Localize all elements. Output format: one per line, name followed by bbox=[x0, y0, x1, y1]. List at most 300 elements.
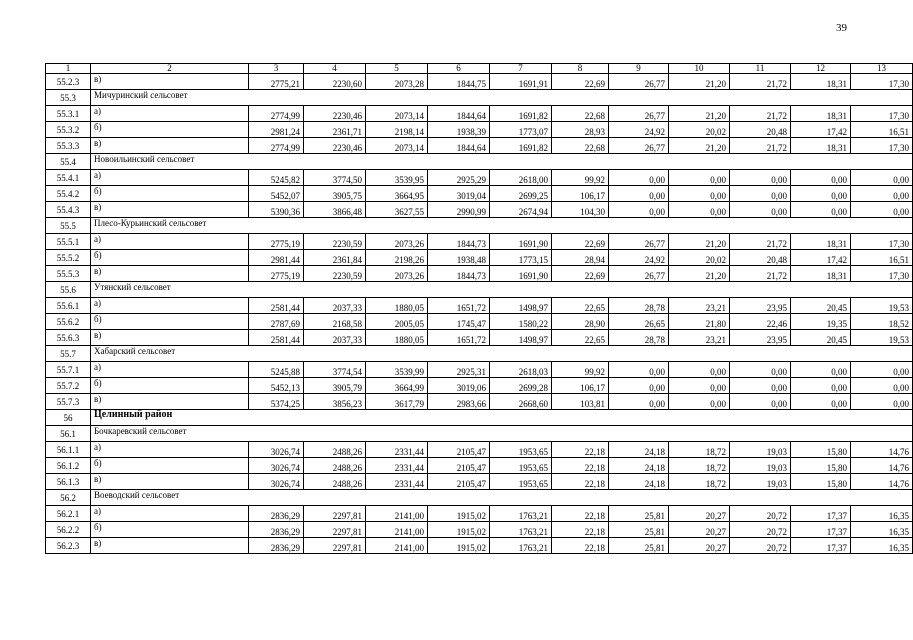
row-option: а) bbox=[91, 506, 249, 522]
value-cell: 1844,73 bbox=[428, 234, 490, 250]
group-filler bbox=[490, 410, 913, 426]
row-option: в) bbox=[91, 138, 249, 154]
row-code: 55.3.3 bbox=[46, 138, 91, 154]
row-code: 56.1 bbox=[46, 426, 91, 442]
value-cell: 0,00 bbox=[791, 394, 851, 410]
group-name: Утянский сельсовет bbox=[91, 282, 490, 298]
value-cell: 1773,07 bbox=[490, 122, 552, 138]
value-cell: 26,77 bbox=[609, 74, 669, 90]
value-cell: 17,30 bbox=[851, 106, 913, 122]
value-cell: 20,45 bbox=[791, 330, 851, 346]
value-cell: 2230,46 bbox=[304, 106, 366, 122]
header-row bbox=[46, 64, 913, 74]
value-cell: 1953,65 bbox=[490, 458, 552, 474]
value-cell: 26,65 bbox=[609, 314, 669, 330]
value-cell: 0,00 bbox=[791, 362, 851, 378]
value-cell: 2581,44 bbox=[249, 298, 304, 314]
value-cell: 17,30 bbox=[851, 74, 913, 90]
table-row bbox=[46, 378, 913, 394]
value-cell: 0,00 bbox=[669, 362, 730, 378]
value-cell: 19,03 bbox=[730, 458, 791, 474]
value-cell: 3774,50 bbox=[304, 170, 366, 186]
group-filler bbox=[490, 346, 913, 362]
value-cell: 22,18 bbox=[552, 474, 609, 490]
group-row bbox=[46, 282, 913, 298]
value-cell: 0,00 bbox=[669, 394, 730, 410]
value-cell: 17,30 bbox=[851, 234, 913, 250]
value-cell: 1745,47 bbox=[428, 314, 490, 330]
row-code: 55.4 bbox=[46, 154, 91, 170]
column-header: 3 bbox=[249, 64, 304, 74]
row-option: б) bbox=[91, 122, 249, 138]
tariff-table bbox=[45, 63, 913, 554]
value-cell: 3019,06 bbox=[428, 378, 490, 394]
group-name: Новоильинский сельсовет bbox=[91, 154, 490, 170]
row-code: 55.7 bbox=[46, 346, 91, 362]
table-row bbox=[46, 394, 913, 410]
value-cell: 22,46 bbox=[730, 314, 791, 330]
value-cell: 99,92 bbox=[552, 170, 609, 186]
group-row bbox=[46, 154, 913, 170]
value-cell: 21,72 bbox=[730, 138, 791, 154]
group-name: Воеводский сельсовет bbox=[91, 490, 490, 506]
value-cell: 1915,02 bbox=[428, 538, 490, 554]
row-code: 56.1.1 bbox=[46, 442, 91, 458]
table-row bbox=[46, 298, 913, 314]
group-name: Плесо-Курьинский сельсовет bbox=[91, 218, 490, 234]
value-cell: 20,27 bbox=[669, 538, 730, 554]
row-option: в) bbox=[91, 330, 249, 346]
value-cell: 1763,21 bbox=[490, 506, 552, 522]
value-cell: 0,00 bbox=[609, 202, 669, 218]
value-cell: 22,18 bbox=[552, 442, 609, 458]
value-cell: 28,93 bbox=[552, 122, 609, 138]
row-option: б) bbox=[91, 458, 249, 474]
group-name: Мичуринский сельсовет bbox=[91, 90, 490, 106]
value-cell: 0,00 bbox=[791, 202, 851, 218]
value-cell: 1691,90 bbox=[490, 266, 552, 282]
value-cell: 2297,81 bbox=[304, 522, 366, 538]
value-cell: 2925,29 bbox=[428, 170, 490, 186]
column-header: 11 bbox=[730, 64, 791, 74]
table-row bbox=[46, 106, 913, 122]
value-cell: 26,77 bbox=[609, 234, 669, 250]
row-code: 55.7.2 bbox=[46, 378, 91, 394]
value-cell: 21,72 bbox=[730, 74, 791, 90]
row-option: б) bbox=[91, 522, 249, 538]
column-header: 8 bbox=[552, 64, 609, 74]
value-cell: 5390,36 bbox=[249, 202, 304, 218]
value-cell: 2990,99 bbox=[428, 202, 490, 218]
row-option: а) bbox=[91, 234, 249, 250]
value-cell: 3539,95 bbox=[366, 170, 428, 186]
row-option: а) bbox=[91, 298, 249, 314]
value-cell: 25,81 bbox=[609, 506, 669, 522]
value-cell: 2105,47 bbox=[428, 474, 490, 490]
value-cell: 2981,44 bbox=[249, 250, 304, 266]
row-option: а) bbox=[91, 442, 249, 458]
value-cell: 21,72 bbox=[730, 106, 791, 122]
value-cell: 20,45 bbox=[791, 298, 851, 314]
value-cell: 19,03 bbox=[730, 474, 791, 490]
row-code: 56.2.1 bbox=[46, 506, 91, 522]
value-cell: 0,00 bbox=[851, 394, 913, 410]
value-cell: 18,31 bbox=[791, 234, 851, 250]
value-cell: 21,20 bbox=[669, 138, 730, 154]
value-cell: 2141,00 bbox=[366, 506, 428, 522]
value-cell: 26,77 bbox=[609, 138, 669, 154]
value-cell: 2331,44 bbox=[366, 442, 428, 458]
table-row bbox=[46, 442, 913, 458]
value-cell: 1844,75 bbox=[428, 74, 490, 90]
table-row bbox=[46, 458, 913, 474]
group-filler bbox=[490, 282, 913, 298]
value-cell: 2925,31 bbox=[428, 362, 490, 378]
value-cell: 2836,29 bbox=[249, 506, 304, 522]
value-cell: 0,00 bbox=[730, 202, 791, 218]
value-cell: 17,42 bbox=[791, 122, 851, 138]
value-cell: 1691,82 bbox=[490, 138, 552, 154]
value-cell: 22,65 bbox=[552, 298, 609, 314]
value-cell: 23,95 bbox=[730, 298, 791, 314]
value-cell: 1880,05 bbox=[366, 330, 428, 346]
page-number: 39 bbox=[836, 22, 847, 34]
value-cell: 3026,74 bbox=[249, 474, 304, 490]
value-cell: 3019,04 bbox=[428, 186, 490, 202]
value-cell: 0,00 bbox=[730, 170, 791, 186]
table-row bbox=[46, 202, 913, 218]
value-cell: 26,77 bbox=[609, 266, 669, 282]
value-cell: 28,78 bbox=[609, 330, 669, 346]
value-cell: 21,72 bbox=[730, 234, 791, 250]
row-option: б) bbox=[91, 186, 249, 202]
value-cell: 2073,28 bbox=[366, 74, 428, 90]
value-cell: 2668,60 bbox=[490, 394, 552, 410]
row-option: в) bbox=[91, 538, 249, 554]
row-code: 55.5.2 bbox=[46, 250, 91, 266]
value-cell: 1953,65 bbox=[490, 474, 552, 490]
column-header: 4 bbox=[304, 64, 366, 74]
value-cell: 20,48 bbox=[730, 250, 791, 266]
value-cell: 3627,55 bbox=[366, 202, 428, 218]
value-cell: 3905,79 bbox=[304, 378, 366, 394]
value-cell: 0,00 bbox=[851, 362, 913, 378]
value-cell: 24,18 bbox=[609, 474, 669, 490]
value-cell: 2073,26 bbox=[366, 234, 428, 250]
value-cell: 1938,39 bbox=[428, 122, 490, 138]
value-cell: 15,80 bbox=[791, 458, 851, 474]
value-cell: 0,00 bbox=[730, 378, 791, 394]
table-row bbox=[46, 186, 913, 202]
value-cell: 0,00 bbox=[609, 394, 669, 410]
table-row bbox=[46, 250, 913, 266]
value-cell: 1498,97 bbox=[490, 330, 552, 346]
table-row bbox=[46, 362, 913, 378]
column-header: 5 bbox=[366, 64, 428, 74]
value-cell: 23,21 bbox=[669, 298, 730, 314]
row-code: 55.3 bbox=[46, 90, 91, 106]
table-row bbox=[46, 522, 913, 538]
value-cell: 22,68 bbox=[552, 106, 609, 122]
value-cell: 2230,59 bbox=[304, 266, 366, 282]
value-cell: 18,72 bbox=[669, 442, 730, 458]
value-cell: 0,00 bbox=[791, 186, 851, 202]
value-cell: 3856,23 bbox=[304, 394, 366, 410]
group-row bbox=[46, 490, 913, 506]
value-cell: 17,37 bbox=[791, 522, 851, 538]
value-cell: 28,78 bbox=[609, 298, 669, 314]
value-cell: 1691,90 bbox=[490, 234, 552, 250]
group-row bbox=[46, 426, 913, 442]
value-cell: 18,31 bbox=[791, 138, 851, 154]
value-cell: 14,76 bbox=[851, 474, 913, 490]
column-header: 9 bbox=[609, 64, 669, 74]
group-name: Бочкаревский сельсовет bbox=[91, 426, 490, 442]
value-cell: 2037,33 bbox=[304, 330, 366, 346]
value-cell: 99,92 bbox=[552, 362, 609, 378]
value-cell: 20,27 bbox=[669, 522, 730, 538]
value-cell: 23,21 bbox=[669, 330, 730, 346]
value-cell: 16,51 bbox=[851, 122, 913, 138]
value-cell: 2581,44 bbox=[249, 330, 304, 346]
value-cell: 21,20 bbox=[669, 266, 730, 282]
row-code: 56.2.2 bbox=[46, 522, 91, 538]
value-cell: 1915,02 bbox=[428, 522, 490, 538]
value-cell: 2836,29 bbox=[249, 522, 304, 538]
value-cell: 2297,81 bbox=[304, 506, 366, 522]
value-cell: 18,31 bbox=[791, 266, 851, 282]
value-cell: 2361,84 bbox=[304, 250, 366, 266]
value-cell: 106,17 bbox=[552, 186, 609, 202]
value-cell: 22,68 bbox=[552, 138, 609, 154]
value-cell: 16,35 bbox=[851, 538, 913, 554]
value-cell: 1773,15 bbox=[490, 250, 552, 266]
value-cell: 18,31 bbox=[791, 74, 851, 90]
value-cell: 3866,48 bbox=[304, 202, 366, 218]
table-row bbox=[46, 138, 913, 154]
value-cell: 3664,99 bbox=[366, 378, 428, 394]
value-cell: 19,53 bbox=[851, 298, 913, 314]
row-option: а) bbox=[91, 170, 249, 186]
value-cell: 22,69 bbox=[552, 74, 609, 90]
row-code: 56 bbox=[46, 410, 91, 426]
value-cell: 2488,26 bbox=[304, 442, 366, 458]
value-cell: 17,42 bbox=[791, 250, 851, 266]
value-cell: 2674,94 bbox=[490, 202, 552, 218]
value-cell: 19,03 bbox=[730, 442, 791, 458]
value-cell: 20,72 bbox=[730, 538, 791, 554]
value-cell: 20,72 bbox=[730, 506, 791, 522]
table-row bbox=[46, 314, 913, 330]
row-code: 55.4.1 bbox=[46, 170, 91, 186]
value-cell: 2230,46 bbox=[304, 138, 366, 154]
value-cell: 14,76 bbox=[851, 458, 913, 474]
value-cell: 20,27 bbox=[669, 506, 730, 522]
value-cell: 1763,21 bbox=[490, 522, 552, 538]
value-cell: 23,95 bbox=[730, 330, 791, 346]
value-cell: 17,30 bbox=[851, 138, 913, 154]
value-cell: 2618,00 bbox=[490, 170, 552, 186]
value-cell: 17,30 bbox=[851, 266, 913, 282]
value-cell: 103,81 bbox=[552, 394, 609, 410]
row-code: 56.2.3 bbox=[46, 538, 91, 554]
value-cell: 2105,47 bbox=[428, 442, 490, 458]
value-cell: 2005,05 bbox=[366, 314, 428, 330]
value-cell: 3774,54 bbox=[304, 362, 366, 378]
value-cell: 5452,07 bbox=[249, 186, 304, 202]
row-code: 56.1.3 bbox=[46, 474, 91, 490]
row-code: 55.3.2 bbox=[46, 122, 91, 138]
column-header: 12 bbox=[791, 64, 851, 74]
column-header: 13 bbox=[851, 64, 913, 74]
value-cell: 3026,74 bbox=[249, 458, 304, 474]
table-row bbox=[46, 234, 913, 250]
value-cell: 1651,72 bbox=[428, 298, 490, 314]
value-cell: 1953,65 bbox=[490, 442, 552, 458]
row-code: 55.5.3 bbox=[46, 266, 91, 282]
table-row bbox=[46, 474, 913, 490]
value-cell: 15,80 bbox=[791, 474, 851, 490]
value-cell: 2775,21 bbox=[249, 74, 304, 90]
value-cell: 1691,91 bbox=[490, 74, 552, 90]
value-cell: 2198,26 bbox=[366, 250, 428, 266]
table-row bbox=[46, 122, 913, 138]
value-cell: 20,72 bbox=[730, 522, 791, 538]
row-option: в) bbox=[91, 394, 249, 410]
value-cell: 5374,25 bbox=[249, 394, 304, 410]
row-option: в) bbox=[91, 266, 249, 282]
value-cell: 22,69 bbox=[552, 234, 609, 250]
value-cell: 1498,97 bbox=[490, 298, 552, 314]
region-row bbox=[46, 410, 913, 426]
value-cell: 0,00 bbox=[609, 362, 669, 378]
value-cell: 2198,14 bbox=[366, 122, 428, 138]
value-cell: 21,20 bbox=[669, 234, 730, 250]
value-cell: 2230,60 bbox=[304, 74, 366, 90]
value-cell: 0,00 bbox=[730, 362, 791, 378]
value-cell: 2983,66 bbox=[428, 394, 490, 410]
row-code: 55.6.1 bbox=[46, 298, 91, 314]
value-cell: 20,02 bbox=[669, 122, 730, 138]
value-cell: 1844,64 bbox=[428, 138, 490, 154]
value-cell: 2488,26 bbox=[304, 458, 366, 474]
value-cell: 14,76 bbox=[851, 442, 913, 458]
value-cell: 3905,75 bbox=[304, 186, 366, 202]
value-cell: 2699,25 bbox=[490, 186, 552, 202]
region-name: Целинный район bbox=[91, 410, 490, 426]
value-cell: 28,94 bbox=[552, 250, 609, 266]
value-cell: 26,77 bbox=[609, 106, 669, 122]
value-cell: 0,00 bbox=[791, 170, 851, 186]
table-row bbox=[46, 330, 913, 346]
group-row bbox=[46, 90, 913, 106]
group-filler bbox=[490, 490, 913, 506]
value-cell: 16,35 bbox=[851, 506, 913, 522]
table-row bbox=[46, 538, 913, 554]
row-code: 56.2 bbox=[46, 490, 91, 506]
value-cell: 0,00 bbox=[851, 170, 913, 186]
value-cell: 3617,79 bbox=[366, 394, 428, 410]
group-filler bbox=[490, 154, 913, 170]
row-option: б) bbox=[91, 250, 249, 266]
value-cell: 2073,14 bbox=[366, 138, 428, 154]
row-code: 56.1.2 bbox=[46, 458, 91, 474]
value-cell: 2141,00 bbox=[366, 538, 428, 554]
value-cell: 0,00 bbox=[669, 202, 730, 218]
value-cell: 18,72 bbox=[669, 474, 730, 490]
value-cell: 0,00 bbox=[851, 378, 913, 394]
value-cell: 0,00 bbox=[609, 186, 669, 202]
value-cell: 0,00 bbox=[609, 378, 669, 394]
value-cell: 1651,72 bbox=[428, 330, 490, 346]
value-cell: 2141,00 bbox=[366, 522, 428, 538]
group-filler bbox=[490, 90, 913, 106]
row-code: 55.7.1 bbox=[46, 362, 91, 378]
value-cell: 2230,59 bbox=[304, 234, 366, 250]
row-code: 55.4.3 bbox=[46, 202, 91, 218]
table-row bbox=[46, 170, 913, 186]
value-cell: 25,81 bbox=[609, 538, 669, 554]
value-cell: 0,00 bbox=[851, 186, 913, 202]
table-row bbox=[46, 74, 913, 90]
value-cell: 2297,81 bbox=[304, 538, 366, 554]
row-option: б) bbox=[91, 378, 249, 394]
value-cell: 0,00 bbox=[851, 202, 913, 218]
value-cell: 2105,47 bbox=[428, 458, 490, 474]
column-header: 10 bbox=[669, 64, 730, 74]
value-cell: 2331,44 bbox=[366, 458, 428, 474]
value-cell: 1691,82 bbox=[490, 106, 552, 122]
value-cell: 21,72 bbox=[730, 266, 791, 282]
value-cell: 1844,73 bbox=[428, 266, 490, 282]
value-cell: 1880,05 bbox=[366, 298, 428, 314]
value-cell: 18,52 bbox=[851, 314, 913, 330]
value-cell: 0,00 bbox=[730, 394, 791, 410]
value-cell: 18,72 bbox=[669, 458, 730, 474]
value-cell: 2699,28 bbox=[490, 378, 552, 394]
table-row bbox=[46, 506, 913, 522]
value-cell: 15,80 bbox=[791, 442, 851, 458]
value-cell: 21,20 bbox=[669, 74, 730, 90]
column-header: 2 bbox=[91, 64, 249, 74]
value-cell: 2361,71 bbox=[304, 122, 366, 138]
row-code: 55.5 bbox=[46, 218, 91, 234]
value-cell: 104,30 bbox=[552, 202, 609, 218]
value-cell: 18,31 bbox=[791, 106, 851, 122]
column-header: 6 bbox=[428, 64, 490, 74]
row-code: 55.3.1 bbox=[46, 106, 91, 122]
value-cell: 17,37 bbox=[791, 506, 851, 522]
table-body bbox=[46, 64, 913, 554]
value-cell: 16,51 bbox=[851, 250, 913, 266]
value-cell: 5245,82 bbox=[249, 170, 304, 186]
value-cell: 2073,14 bbox=[366, 106, 428, 122]
value-cell: 1763,21 bbox=[490, 538, 552, 554]
value-cell: 17,37 bbox=[791, 538, 851, 554]
row-option: в) bbox=[91, 74, 249, 90]
value-cell: 22,69 bbox=[552, 266, 609, 282]
value-cell: 22,18 bbox=[552, 506, 609, 522]
row-option: в) bbox=[91, 202, 249, 218]
group-row bbox=[46, 346, 913, 362]
value-cell: 22,18 bbox=[552, 538, 609, 554]
row-code: 55.2.3 bbox=[46, 74, 91, 90]
value-cell: 19,35 bbox=[791, 314, 851, 330]
value-cell: 5245,88 bbox=[249, 362, 304, 378]
group-row bbox=[46, 218, 913, 234]
value-cell: 2836,29 bbox=[249, 538, 304, 554]
value-cell: 2618,03 bbox=[490, 362, 552, 378]
